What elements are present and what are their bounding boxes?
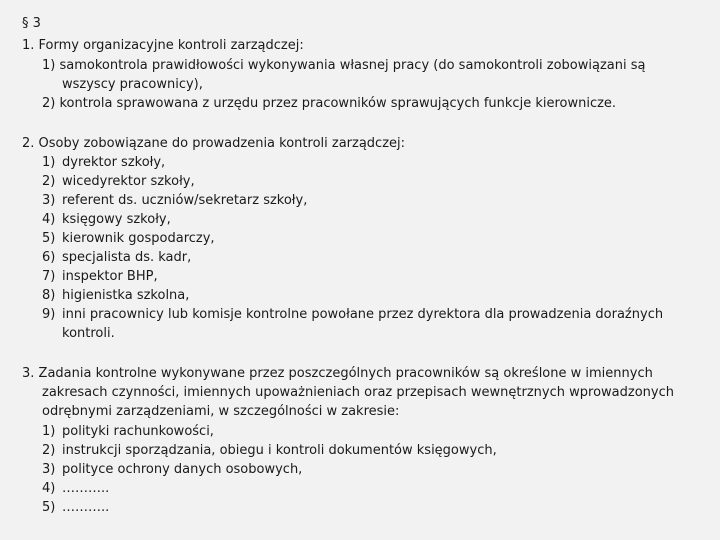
list-item-text: wicedyrektor szkoły,: [62, 174, 195, 189]
list-item-continued: kontroli.: [62, 326, 115, 341]
list-item-number: 3): [42, 193, 56, 208]
list-item-number: 1): [42, 155, 56, 170]
list-item-number: 5): [42, 500, 56, 515]
list-item-text: polityce ochrony danych osobowych,: [62, 462, 303, 477]
list-item-text: instrukcji sporządzania, obiegu i kontroli dokumentów księgowych,: [62, 443, 497, 458]
list-item-number: 3): [42, 462, 56, 477]
list-item-text: kierownik gospodarczy,: [62, 231, 215, 246]
paragraph-2-title: 2. Osoby zobowiązane do prowadzenia kontroli zarządczej:: [22, 136, 406, 151]
list-item-number: 7): [42, 269, 56, 284]
list-item: [42, 229, 215, 248]
list-item: [42, 305, 663, 324]
list-item-text: ………..: [62, 481, 110, 496]
list-item-number: 2): [42, 443, 56, 458]
list-item-number: 9): [42, 307, 56, 322]
list-item-number: 1): [42, 424, 56, 439]
list-item: [42, 172, 195, 191]
paragraph-3-line-2: zakresach czynności, imiennych upoważnieniach oraz przepisach wewnętrznych wprowadzonych: [42, 385, 674, 400]
list-item: [42, 479, 109, 498]
paragraph-3-line-1: 3. Zadania kontrolne wykonywane przez poszczególnych pracowników są określone w imiennych: [22, 366, 653, 381]
section-heading: § 3: [22, 16, 41, 31]
list-item-text: higienistka szkolna,: [62, 288, 190, 303]
list-item: [42, 153, 165, 172]
list-item: [42, 191, 307, 210]
list-item-text: księgowy szkoły,: [62, 212, 171, 227]
list-item-text: inni pracownicy lub komisje kontrolne powołane przez dyrektora dla prowadzenia doraźnych: [62, 307, 664, 322]
list-item-text: polityki rachunkowości,: [62, 424, 214, 439]
list-item: [42, 460, 302, 479]
paragraph-1-item-2: 2) kontrola sprawowana z urzędu przez pracowników sprawujących funkcje kierownicze.: [42, 96, 617, 111]
list-item-text: dyrektor szkoły,: [62, 155, 166, 170]
list-item-number: 2): [42, 174, 56, 189]
paragraph-1-item-1-continued: wszyscy pracownicy),: [62, 77, 203, 92]
list-item-number: 4): [42, 481, 56, 496]
list-item-number: 8): [42, 288, 56, 303]
list-item: [42, 422, 214, 441]
list-item: [42, 248, 191, 267]
list-item-text: referent ds. uczniów/sekretarz szkoły,: [62, 193, 308, 208]
list-item: [42, 286, 189, 305]
list-item: [42, 210, 171, 229]
list-item-text: specjalista ds. kadr,: [62, 250, 192, 265]
list-item-number: 5): [42, 231, 56, 246]
list-item-number: 6): [42, 250, 56, 265]
list-item-text: ………..: [62, 500, 110, 515]
list-item: [42, 441, 497, 460]
list-item: [42, 498, 109, 517]
paragraph-3-line-3: odrębnymi zarządzeniami, w szczególności w zakresie:: [42, 404, 400, 419]
list-item-text: inspektor BHP,: [62, 269, 158, 284]
list-item: [42, 267, 158, 286]
paragraph-1-title: 1. Formy organizacyjne kontroli zarządczej:: [22, 38, 304, 53]
paragraph-1-item-1: 1) samokontrola prawidłowości wykonywania własnej pracy (do samokontroli zobowiązani są: [42, 58, 646, 73]
list-item-number: 4): [42, 212, 56, 227]
